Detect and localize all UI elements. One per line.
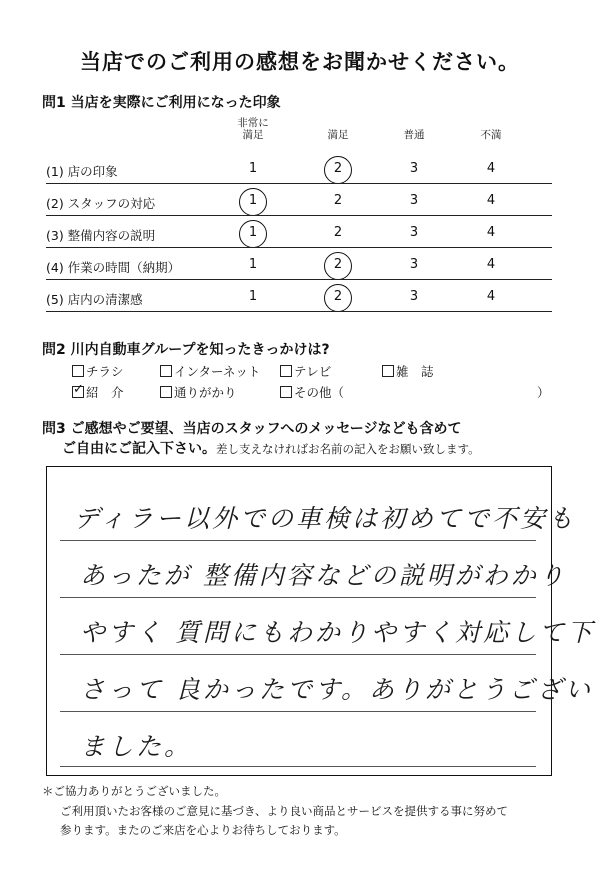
q3-heading: 問3 ご感想やご要望、当店のスタッフへのメッセージなども含めて [42,421,462,437]
q1-rating-option[interactable]: 1 [248,193,258,208]
checkbox-icon[interactable] [280,386,292,398]
comment-line [60,540,536,541]
footer-thanks: ＊ご協力ありがとうございました。 [42,784,226,798]
row-divider [46,311,552,312]
comment-line [60,711,536,712]
handwritten-line: ディラー以外での車検は初めてで不安も [74,504,577,533]
row-divider [46,183,552,184]
col-very-satisfied: 非常に 満足 [237,117,269,141]
q1-rating-option[interactable]: 3 [409,257,419,272]
page-title: 当店でのご利用の感想をお聞かせください。 [80,50,520,74]
handwritten-line: やすく 質問にもわかりやすく対応して下 [80,618,595,647]
q1-rating-option[interactable]: 1 [248,161,258,176]
q1-row-label: (5) 店内の清潔感 [46,292,143,307]
selected-rating-circle [324,284,352,312]
q1-heading: 問1 当店を実際にご利用になった印象 [42,95,281,111]
row-divider [46,247,552,248]
q2-option[interactable] [280,383,344,401]
q2-option[interactable] [160,362,260,380]
q2-heading: 問2 川内自動車グループを知ったきっかけは? [42,342,330,358]
q1-rating-option[interactable]: 3 [409,289,419,304]
checkbox-icon[interactable] [160,365,172,377]
q1-rating-option[interactable]: 3 [409,161,419,176]
q1-rating-option[interactable]: 1 [248,289,258,304]
q1-rating-option[interactable]: 2 [333,161,343,176]
col-normal: 普通 [403,129,425,141]
q3-subheading-rest: 差し支えなければお名前の記入をお願い致します。 [216,442,480,456]
checkbox-icon[interactable] [382,365,394,377]
handwritten-line: あったが 整備内容などの説明がわかり [80,561,567,590]
row-divider [46,279,552,280]
col-satisfied: 満足 [327,129,349,141]
checkbox-icon[interactable] [160,386,172,398]
selected-rating-circle [239,188,267,216]
q2-option[interactable] [280,362,331,380]
checkbox-icon[interactable] [72,365,84,377]
checkbox-checked-icon[interactable] [72,382,84,398]
q2-option[interactable] [382,362,434,380]
q1-rating-option[interactable]: 3 [409,193,419,208]
q2-option-label: インターネット [174,364,261,379]
q1-rating-option[interactable]: 2 [333,257,343,272]
q1-rating-option[interactable]: 2 [333,289,343,304]
q1-rating-option[interactable]: 4 [486,257,496,272]
q1-rating-option[interactable]: 4 [486,193,496,208]
q2-option-label: チラシ [86,364,124,379]
q2-option-label: テレビ [294,364,332,379]
q2-option-label: 通りがかり [174,385,237,400]
handwritten-line: ました。 [80,732,193,761]
q2-option[interactable] [72,383,124,401]
q1-rating-option[interactable]: 2 [333,225,343,240]
check-mark-icon: ✓ [73,382,84,397]
footer-message-1: ご利用頂いたお客様のご意見に基づき、より良い商品とサービスを提供する事に努めて [60,804,509,818]
q1-rating-option[interactable]: 3 [409,225,419,240]
q1-rating-option[interactable]: 1 [248,257,258,272]
q2-option[interactable] [160,383,237,401]
q1-row-label: (2) スタッフの対応 [46,196,156,211]
comment-line [60,654,536,655]
q1-row-label: (4) 作業の時間（納期） [46,260,181,275]
q3-subheading [62,440,480,458]
q2-option-label: 雑 誌 [396,364,434,379]
handwritten-line: さって 良かったです。ありがとうござい [80,675,593,704]
row-divider [46,215,552,216]
q1-rating-option[interactable]: 4 [486,289,496,304]
q2-option[interactable] [72,362,124,380]
q1-rating-option[interactable]: 1 [248,225,258,240]
q2-option-label: 紹 介 [86,385,124,400]
footer-message-2: 参ります。またのご来店を心よりお待ちしております。 [60,823,346,837]
col-dissatisfied: 不満 [480,129,502,141]
q1-rating-option[interactable]: 2 [333,193,343,208]
q2-other-close: ） [537,385,550,400]
q1-rating-option[interactable]: 4 [486,161,496,176]
q1-rating-option[interactable]: 4 [486,225,496,240]
comment-line [60,766,536,767]
selected-rating-circle [324,252,352,280]
q2-option-label: その他（ [294,385,345,400]
q1-row-label: (3) 整備内容の説明 [46,228,156,243]
selected-rating-circle [324,156,352,184]
checkbox-icon[interactable] [280,365,292,377]
q1-row-label: (1) 店の印象 [46,164,118,179]
q3-subheading-bold: ご自由にご記入下さい。 [62,441,216,457]
selected-rating-circle [239,220,267,248]
comment-line [60,597,536,598]
